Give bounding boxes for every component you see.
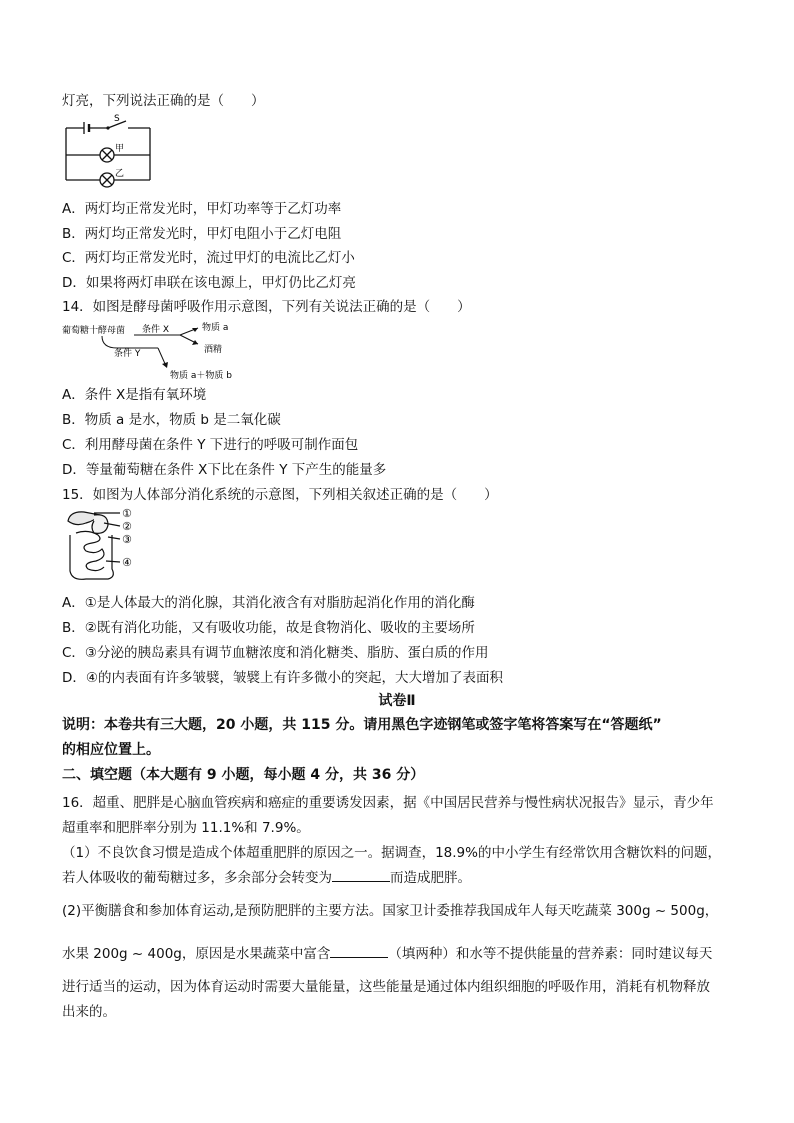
q13-option-c: C．两灯均正常发光时，流过甲灯的电流比乙灯小 xyxy=(62,250,355,266)
section-note-line1: 说明：本卷共有三大题，20 小题，共 115 分。请用黑色字迹钢笔或签字笔将答案写在“答题纸” xyxy=(62,717,662,733)
q14-option-d: D．等量葡萄糖在条件 X下比在条件 Y 下产生的能量多 xyxy=(62,462,387,478)
q13-option-b: B．两灯均正常发光时，甲灯电阻小于乙灯电阻 xyxy=(62,226,342,242)
product-a-b: 物质 a＋物质 b xyxy=(170,371,232,381)
q15-stem: 15．如图为人体部分消化系统的示意图，下列相关叙述正确的是（ ） xyxy=(62,487,498,503)
q16-line1: 16．超重、肥胖是心脑血管疾病和癌症的重要诱发因素，据《中国居民营养与慢性病状况报告》显示，青少年 xyxy=(62,795,714,811)
label-1: ① xyxy=(122,507,132,520)
circuit-diagram xyxy=(62,113,158,191)
q15-option-a: A．①是人体最大的消化腺，其消化液含有对脂肪起消化作用的消化酶 xyxy=(62,595,475,611)
q14-option-b: B．物质 a 是水，物质 b 是二氧化碳 xyxy=(62,412,281,428)
diagram-start: 葡萄糖十酵母菌 xyxy=(62,326,126,336)
section-note-line2: 的相应位置上。 xyxy=(62,742,160,758)
lamp-a-label: 甲 xyxy=(115,144,125,154)
q16-part1-line2 xyxy=(62,869,471,887)
q16-part1-text-a: 若人体吸收的葡萄糖过多，多余部分会转变为 xyxy=(62,870,332,886)
section-title: 试卷Ⅱ xyxy=(378,693,416,709)
q13-option-d: D．如果将两灯串联在该电源上，甲灯仍比乙灯亮 xyxy=(62,275,356,291)
q16-line2: 超重率和肥胖率分别为 11.1%和 7.9%。 xyxy=(62,820,310,836)
answer-blank-2[interactable] xyxy=(330,945,388,958)
label-3: ③ xyxy=(122,533,132,546)
q14-option-c: C．利用酵母菌在条件 Y 下进行的呼吸可制作面包 xyxy=(62,437,359,453)
part-title: 二、填空题（本大题有 9 小题，每小题 4 分，共 36 分） xyxy=(62,767,425,783)
q14-option-a: A．条件 X是指有氧环境 xyxy=(62,387,207,403)
switch-label: S xyxy=(114,114,120,124)
q15-option-c: C．③分泌的胰岛素具有调节血糖浓度和消化糖类、脂肪、蛋白质的作用 xyxy=(62,645,489,661)
product-alcohol: 酒精 xyxy=(204,345,223,355)
q16-part1-text-b: 而造成肥胖。 xyxy=(390,870,471,886)
q13-option-a: A．两灯均正常发光时，甲灯功率等于乙灯功率 xyxy=(62,201,342,217)
switch-pivot xyxy=(106,126,109,129)
q16-part2-line3: 进行适当的运动，因为体育运动时需要大量能量，这些能量是通过体内组织细胞的呼吸作用，消耗有机物释放 xyxy=(62,979,710,995)
label-4: ④ xyxy=(122,556,132,569)
product-a: 物质 a xyxy=(202,323,229,333)
condition-x: 条件 X xyxy=(142,325,170,335)
lamp-b-label: 乙 xyxy=(115,169,125,179)
q14-stem: 14．如图是酵母菌呼吸作用示意图，下列有关说法正确的是（ ） xyxy=(62,299,471,315)
digestive-system-diagram xyxy=(64,507,144,585)
q15-option-d: D．④的内表面有许多皱襞，皱襞上有许多微小的突起，大大增加了表面积 xyxy=(62,670,503,686)
q15-option-b: B．②既有消化功能，又有吸收功能，故是食物消化、吸收的主要场所 xyxy=(62,620,475,636)
answer-blank-1[interactable] xyxy=(332,869,390,882)
q16-part1-line1: （1）不良饮食习惯是造成个体超重肥胖的原因之一。据调查，18.9%的中小学生有经常饮用含糖饮料的问题， xyxy=(62,845,721,861)
label-2: ② xyxy=(122,520,132,533)
q13-stem: 灯亮，下列说法正确的是（ ） xyxy=(62,93,265,109)
q16-part2-line1: (2)平衡膳食和参加体育运动,是预防肥胖的主要方法。国家卫计委推荐我国成年人每天吃蔬菜 300g ~ 500g， xyxy=(62,903,719,919)
q16-part2-line4: 出来的。 xyxy=(62,1004,116,1020)
condition-y: 条件 Y xyxy=(114,349,141,359)
q16-part2-line2 xyxy=(62,945,712,963)
q16-part2-text-a: 水果 200g ~ 400g，原因是水果蔬菜中富含 xyxy=(62,946,331,962)
yeast-respiration-diagram xyxy=(62,320,272,382)
q16-part2-text-b: （填两种）和水等不提供能量的营养素：同时建议每天 xyxy=(388,946,713,962)
